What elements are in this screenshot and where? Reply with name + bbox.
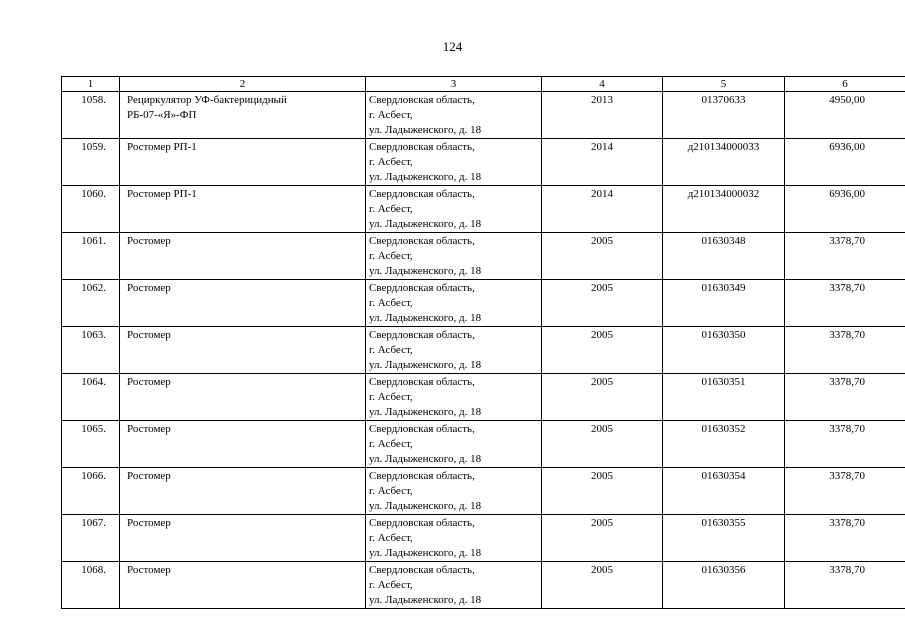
year-cell: 2005 [542, 374, 663, 421]
column-header: 5 [663, 77, 785, 92]
inventory-number-cell: 01370633 [663, 92, 785, 139]
item-name-line: Ростомер [127, 564, 171, 576]
address-line: ул. Ладыженского, д. 18 [369, 406, 482, 418]
column-header: 3 [366, 77, 542, 92]
year-cell: 2005 [542, 280, 663, 327]
address-cell [366, 92, 542, 139]
address-line: г. Асбест, [369, 156, 413, 168]
item-name-cell [120, 186, 366, 233]
row-number-cell: 1060. [62, 186, 120, 233]
row-number-cell: 1061. [62, 233, 120, 280]
table-row [62, 562, 905, 609]
cost-cell: 6936,00 [785, 139, 905, 186]
address-line: Свердловская область, [369, 376, 475, 388]
address-line: ул. Ладыженского, д. 18 [369, 312, 482, 324]
row-number-cell: 1063. [62, 327, 120, 374]
page-number: 124 [442, 39, 463, 54]
address-line: ул. Ладыженского, д. 18 [369, 500, 482, 512]
year-cell: 2005 [542, 515, 663, 562]
row-number-cell: 1058. [62, 92, 120, 139]
item-name-cell [120, 139, 366, 186]
table-row [62, 421, 905, 468]
column-header: 1 [62, 77, 120, 92]
address-line: ул. Ладыженского, д. 18 [369, 359, 482, 371]
row-number-cell: 1066. [62, 468, 120, 515]
address-cell [366, 186, 542, 233]
year-cell: 2014 [542, 139, 663, 186]
row-number-cell: 1068. [62, 562, 120, 609]
cost-cell: 3378,70 [785, 421, 905, 468]
address-line: ул. Ладыженского, д. 18 [369, 453, 482, 465]
address-line: ул. Ладыженского, д. 18 [369, 171, 482, 183]
item-name-cell [120, 374, 366, 421]
address-line: Свердловская область, [369, 141, 475, 153]
year-cell: 2014 [542, 186, 663, 233]
address-line: г. Асбест, [369, 438, 413, 450]
address-cell [366, 468, 542, 515]
address-line: г. Асбест, [369, 297, 413, 309]
item-name-line: Ростомер [127, 517, 171, 529]
table-row [62, 92, 905, 139]
item-name-cell [120, 92, 366, 139]
inventory-number-cell: 01630355 [663, 515, 785, 562]
year-cell: 2005 [542, 327, 663, 374]
address-line: г. Асбест, [369, 250, 413, 262]
column-header: 4 [542, 77, 663, 92]
inventory-number-cell: 01630351 [663, 374, 785, 421]
address-line: ул. Ладыженского, д. 18 [369, 547, 482, 559]
item-name-line: Ростомер [127, 423, 171, 435]
cost-cell: 3378,70 [785, 374, 905, 421]
item-name-cell [120, 421, 366, 468]
item-name-cell [120, 233, 366, 280]
address-line: ул. Ладыженского, д. 18 [369, 594, 482, 606]
cost-cell: 3378,70 [785, 233, 905, 280]
address-line: Свердловская область, [369, 564, 475, 576]
item-name-line: Ростомер [127, 376, 171, 388]
address-line: г. Асбест, [369, 203, 413, 215]
cost-cell: 3378,70 [785, 280, 905, 327]
cost-cell: 6936,00 [785, 186, 905, 233]
address-cell [366, 562, 542, 609]
table-row [62, 327, 905, 374]
row-number-cell: 1065. [62, 421, 120, 468]
table-row [62, 139, 905, 186]
item-name-cell [120, 280, 366, 327]
year-cell: 2005 [542, 468, 663, 515]
address-cell [366, 280, 542, 327]
address-line: Свердловская область, [369, 470, 475, 482]
address-line: Свердловская область, [369, 423, 475, 435]
inventory-number-cell: 01630349 [663, 280, 785, 327]
column-header: 2 [120, 77, 366, 92]
address-line: Свердловская область, [369, 329, 475, 341]
address-line: ул. Ладыженского, д. 18 [369, 265, 482, 277]
cost-cell: 3378,70 [785, 327, 905, 374]
table-row [62, 233, 905, 280]
address-cell [366, 139, 542, 186]
inventory-number-cell: 01630354 [663, 468, 785, 515]
cost-cell: 4950,00 [785, 92, 905, 139]
row-number-cell: 1064. [62, 374, 120, 421]
item-name-cell [120, 562, 366, 609]
item-name-line: Ростомер [127, 282, 171, 294]
year-cell: 2005 [542, 233, 663, 280]
year-cell: 2005 [542, 421, 663, 468]
cost-cell: 3378,70 [785, 515, 905, 562]
address-line: ул. Ладыженского, д. 18 [369, 124, 482, 136]
cost-cell: 3378,70 [785, 562, 905, 609]
address-cell [366, 327, 542, 374]
table-row [62, 186, 905, 233]
address-line: Свердловская область, [369, 235, 475, 247]
address-line: г. Асбест, [369, 579, 413, 591]
column-header: 6 [785, 77, 905, 92]
inventory-table [61, 76, 905, 609]
address-line: г. Асбест, [369, 109, 413, 121]
inventory-number-cell: д210134000033 [663, 139, 785, 186]
item-name-cell [120, 327, 366, 374]
item-name-line: Ростомер РП-1 [127, 188, 197, 200]
year-cell: 2005 [542, 562, 663, 609]
address-line: Свердловская область, [369, 94, 475, 106]
item-name-cell [120, 515, 366, 562]
row-number-cell: 1059. [62, 139, 120, 186]
address-line: ул. Ладыженского, д. 18 [369, 218, 482, 230]
header-row [62, 77, 905, 92]
address-line: г. Асбест, [369, 344, 413, 356]
address-cell [366, 421, 542, 468]
address-cell [366, 233, 542, 280]
address-line: Свердловская область, [369, 517, 475, 529]
row-number-cell: 1062. [62, 280, 120, 327]
item-name-line: Ростомер [127, 329, 171, 341]
inventory-number-cell: 01630350 [663, 327, 785, 374]
table-row [62, 468, 905, 515]
address-line: г. Асбест, [369, 532, 413, 544]
address-line: Свердловская область, [369, 282, 475, 294]
item-name-line: РБ-07-«Я»-ФП [127, 109, 197, 121]
inventory-number-cell: 01630348 [663, 233, 785, 280]
address-cell [366, 374, 542, 421]
item-name-line: Ростомер [127, 235, 171, 247]
inventory-number-cell: д210134000032 [663, 186, 785, 233]
inventory-number-cell: 01630356 [663, 562, 785, 609]
table-row [62, 374, 905, 421]
address-line: г. Асбест, [369, 485, 413, 497]
item-name-line: Рециркулятор УФ-бактерицидный [127, 94, 287, 106]
table-row [62, 515, 905, 562]
address-cell [366, 515, 542, 562]
item-name-line: Ростомер [127, 470, 171, 482]
table-row [62, 280, 905, 327]
table-body [62, 92, 905, 609]
item-name-line: Ростомер РП-1 [127, 141, 197, 153]
year-cell: 2013 [542, 92, 663, 139]
address-line: Свердловская область, [369, 188, 475, 200]
item-name-cell [120, 468, 366, 515]
cost-cell: 3378,70 [785, 468, 905, 515]
address-line: г. Асбест, [369, 391, 413, 403]
row-number-cell: 1067. [62, 515, 120, 562]
inventory-number-cell: 01630352 [663, 421, 785, 468]
